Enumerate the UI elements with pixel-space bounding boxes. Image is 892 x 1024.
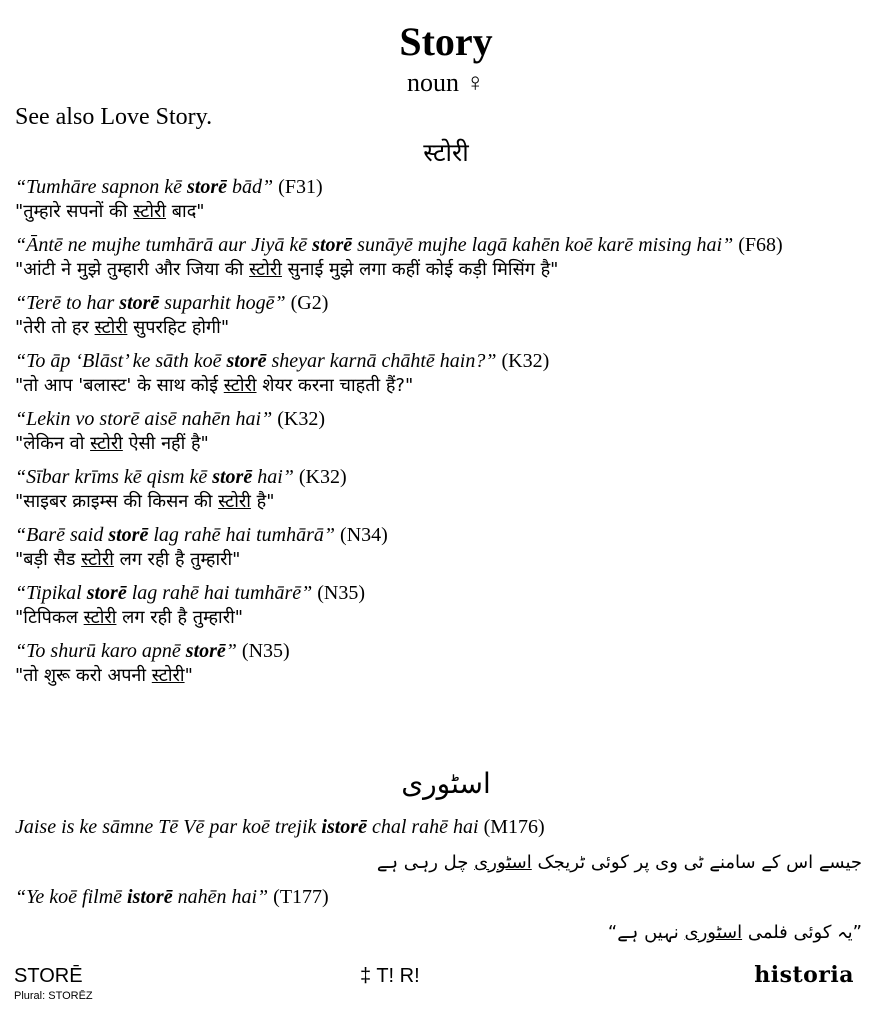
hindi-example: "तो शुरू करो अपनी स्टोरी": [15, 665, 193, 686]
hindi-example: "तो आप 'बलास्ट' के साथ कोई स्टोरी शेयर करना चाहती हैं?": [15, 375, 414, 396]
hindi-example: "तेरी तो हर स्टोरी सुपरहिट होगी": [15, 317, 230, 338]
urdu-example: جیسے اس کے سامنے ٹی وی پر کوئی ٹریجک اسٹوری چل رہی ہے: [376, 852, 862, 873]
romanized-example: [15, 290, 875, 316]
keyword: istorē: [127, 886, 173, 908]
romanized-example: [15, 638, 875, 664]
urdu-heading: اسٹوری: [401, 767, 491, 800]
example-quote: “To āp ‘Blāst’ ke sāth koē storē sheyar karnā chāhtē hain?”: [15, 350, 497, 372]
example-quote: “Lekin vo storē aisē nahēn hai”: [15, 408, 273, 430]
source-code: (K32): [298, 466, 347, 488]
hindi-keyword: स्टोरी: [94, 317, 128, 338]
hindi-keyword: स्टोरी: [90, 433, 123, 454]
example-quote: “Terē to har storē suparhit hogē”: [15, 292, 286, 314]
footer-mark: ‡ T! R!: [360, 965, 420, 987]
footer-word: STORĒ: [14, 965, 83, 987]
hindi-keyword: स्टोरी: [223, 375, 257, 396]
see-also-note: See also Love Story.: [15, 104, 213, 130]
hindi-examples: [15, 174, 875, 696]
urdu-keyword: اسٹوری: [684, 922, 743, 943]
part-of-speech: noun ♀: [407, 68, 485, 97]
source-code: (K32): [501, 350, 550, 372]
hindi-example: "लेकिन वो स्टोरी ऐसी नहीं है": [15, 433, 209, 454]
hindi-keyword: स्टोरी: [133, 201, 167, 222]
footer-plural: Plural: STORĒZ: [14, 990, 93, 1002]
romanized-example: [15, 522, 875, 548]
example-quote: “Sībar krīms kē qism kē storē hai”: [15, 466, 294, 488]
keyword: storē: [312, 234, 353, 256]
keyword: storē: [187, 176, 228, 198]
footer-brand-logo: historia: [754, 962, 854, 988]
hindi-keyword: स्टोरी: [151, 665, 185, 686]
urdu-example: ”یہ کوئی فلمی اسٹوری نہیں ہے“: [607, 922, 862, 943]
hindi-keyword: स्टोरी: [83, 607, 117, 628]
hindi-example: "बड़ी सैड स्टोरी लग रही है तुम्हारी": [15, 549, 241, 570]
hindi-example: "साइबर क्राइम्स की किसन की स्टोरी है": [15, 491, 275, 512]
example-quote: “Barē said storē lag rahē hai tumhārā”: [15, 524, 336, 546]
example-quote: “Āntē ne mujhe tumhārā aur Jiyā kē storē sunāyē mujhe lagā kahēn koē karē mising hai”: [15, 234, 734, 256]
hindi-keyword: स्टोरी: [218, 491, 251, 512]
keyword: storē: [119, 292, 160, 314]
keyword: storē: [108, 524, 149, 546]
keyword: istorē: [321, 816, 367, 838]
example-quote: “Tipikal storē lag rahē hai tumhārē”: [15, 582, 313, 604]
hindi-example: "तुम्हारे सपनों की स्टोरी बाद": [15, 201, 205, 222]
footer-word-block: [14, 964, 93, 1004]
headword: Story: [399, 19, 493, 64]
romanized-example: “Ye koē filmē istorē nahēn hai” (T177): [15, 886, 329, 908]
keyword: storē: [212, 466, 253, 488]
source-code: (N34): [340, 524, 388, 546]
keyword: storē: [86, 582, 127, 604]
example-quote: “Tumhāre sapnon kē storē bād”: [15, 176, 274, 198]
example-quote: “To shurū karo apnē storē”: [15, 640, 237, 662]
hindi-keyword: स्टोरी: [249, 259, 282, 280]
source-code: (F31): [278, 176, 323, 198]
source-code: (M176): [483, 816, 545, 838]
hindi-example: "टिपिकल स्टोरी लग रही है तुम्हारी": [15, 607, 244, 628]
keyword: storē: [226, 350, 267, 372]
source-code: (G2): [290, 292, 329, 314]
keyword: storē: [185, 640, 226, 662]
hindi-heading: स्टोरी: [423, 138, 469, 167]
source-code: (N35): [317, 582, 366, 604]
source-code: (K32): [277, 408, 325, 430]
romanized-example: Jaise is ke sāmne Tē Vē par koē trejik istorē chal rahē hai (M176): [15, 816, 545, 838]
romanized-example: [15, 174, 875, 200]
romanized-example: [15, 580, 875, 606]
hindi-keyword: स्टोरी: [81, 549, 114, 570]
romanized-example: [15, 464, 875, 490]
urdu-keyword: اسٹوری: [474, 852, 532, 873]
romanized-example: [15, 406, 875, 432]
source-code: (T177): [273, 886, 329, 908]
source-code: (F68): [738, 234, 783, 256]
romanized-example: [15, 348, 875, 374]
romanized-example: [15, 232, 875, 258]
hindi-example: "आंटी ने मुझे तुम्हारी और जिया की स्टोरी सुनाई मुझे लगा कहीं कोई कड़ी मिसिंग है": [15, 259, 559, 280]
source-code: (N35): [241, 640, 290, 662]
